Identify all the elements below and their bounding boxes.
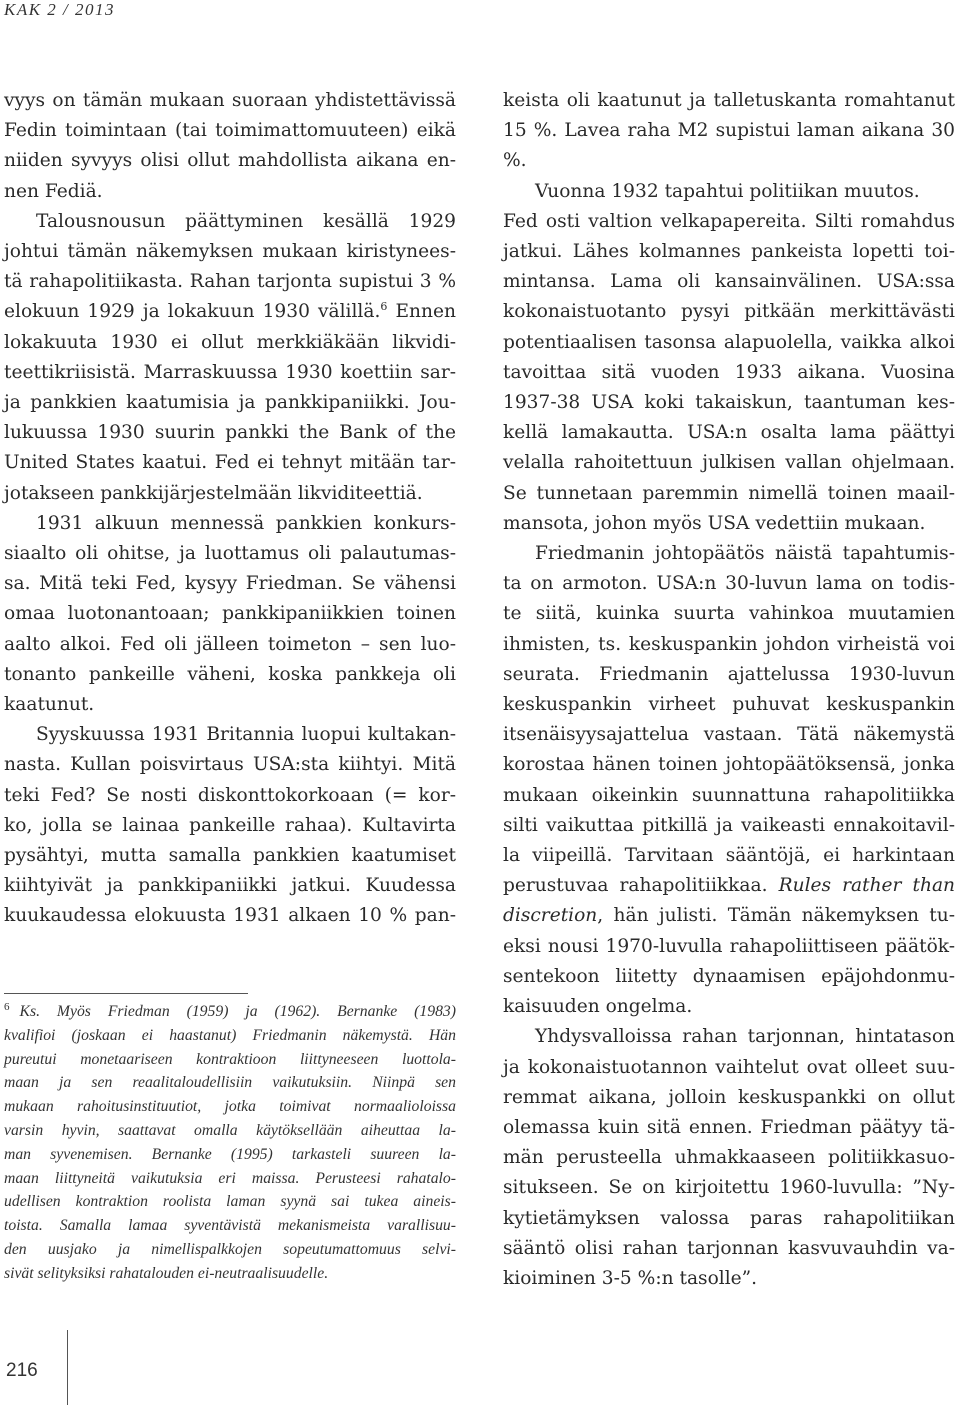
- text-line: Vuonna 1932 tapahtui politiikan muutos.: [535, 180, 920, 202]
- text-segment: Ennen: [387, 301, 456, 323]
- footnote-number: 6: [4, 1000, 10, 1013]
- text-line: Yhdysvalloissa rahan tarjonnan, hintatason: [535, 1026, 955, 1048]
- text-line: jatkui. Lähes kolmannes pankeista lopetti toi-: [503, 241, 955, 263]
- text-line: situkseen. Se on kirjoitettu 1960-luvulla: ”Ny-: [503, 1177, 955, 1199]
- footnote-line: man syvenemisen. Bernanke (1995) tarkasteli suureen la-: [4, 1145, 456, 1163]
- text-line: teki Fed? Se nosti diskonttokorkoaan (= kor-: [4, 784, 456, 806]
- text-line: omaa luotonantoaan; pankkipaniikkien toinen: [4, 603, 456, 625]
- footnote-line: kvalifioi (joskaan ei haastanut) Friedmanin näkemystä. Hän: [4, 1026, 456, 1044]
- footnote-line: pureutui monetaariseen kontraktioon liittyneeseen luottola-: [4, 1050, 456, 1068]
- text-line: tonanto pankeille väheni, koska pankkeja oli: [4, 663, 456, 685]
- footnote-line: udellisen kontraktion roolista laman syynä sai tukea aineis-: [4, 1193, 456, 1211]
- text-line: vyys on tämän mukaan suoraan yhdistettävissä: [4, 90, 456, 111]
- text-line: lukuussa 1930 suurin pankki the Bank of the: [4, 422, 456, 444]
- page-number: 216: [6, 1360, 38, 1381]
- text-line: velalla rahoitettuun julkisen vallan ohjelmaan.: [503, 452, 955, 474]
- text-segment: perustuvaa rahapolitiikkaa.: [503, 875, 768, 897]
- italic-phrase: discretion: [503, 905, 598, 927]
- footnote-line: toista. Samalla lamaa syventävistä mekanismeista varallisuu-: [4, 1217, 456, 1235]
- text-segment: , hän julisti. Tämän näkemyksen tu-: [597, 905, 955, 927]
- paragraph-7: [503, 539, 955, 1022]
- text-line: aalto alkoi. Fed oli jälleen toimeton – sen luo-: [4, 633, 456, 655]
- text-line: Talousnousun päättyminen kesällä 1929: [36, 210, 456, 232]
- italic-phrase: Rules rather than: [778, 875, 956, 897]
- text-line: tavoittaa sitä vuoden 1933 aikana. Vuosina: [503, 361, 955, 383]
- text-line: remmat aikana, jolloin keskuspankki on ollut: [503, 1086, 955, 1108]
- text-line: tä rahapolitiikasta. Rahan tarjonta supistui 3 %: [4, 271, 456, 293]
- text-line: 1937-38 USA koki takaiskun, taantuman kes-: [503, 392, 955, 414]
- paragraph-1: [4, 86, 456, 207]
- footnote-line: sivät selityksiksi rahatalouden ei-neutraalisuudelle.: [4, 1264, 329, 1282]
- text-line: korostaa hänen toinen johtopäätöksensä, jonka: [503, 754, 955, 776]
- text-line: jotakseen pankkijärjestelmään likviditeettiä.: [4, 482, 423, 504]
- text-line: johtui tämän näkemyksen mukaan kiristynees-: [4, 241, 456, 263]
- text-line: kokonaistuotanto pysyi pitkään merkittävästi: [503, 301, 955, 323]
- text-line: la viipeillä. Tarvitaan sääntöjä, ei harkintaan: [503, 845, 955, 867]
- text-line: sentekoon liitetty dynaamisen epäjohdonmu-: [503, 965, 955, 987]
- left-text-column: [4, 86, 456, 932]
- text-line: lokakuuta 1930 ei ollut merkkiäkään likvidi-: [4, 331, 456, 353]
- text-line: nen Fediä.: [4, 180, 103, 202]
- paragraph-2: [4, 207, 456, 509]
- text-line: Friedmanin johtopäätös näistä tapahtumis-: [535, 543, 955, 565]
- text-line: mintansa. Lama oli kansainvälinen. USA:ssa: [503, 271, 955, 293]
- text-line: pysähtyi, mutta samalla pankkien kaatumiset: [4, 845, 456, 867]
- text-segment: elokuun 1929 ja lokakuun 1930 välillä.: [4, 301, 381, 323]
- text-line: kellä lamakautta. USA:n osalta lama päättyi: [503, 422, 955, 444]
- text-line: ja pankkien kaatumisia ja pankkipaniikki. Jou-: [4, 392, 456, 414]
- running-header: KAK 2 / 2013: [4, 0, 116, 19]
- footnote-line: varsin hyvin, saattavat omalla käytöksellään aiheuttaa la-: [4, 1121, 456, 1139]
- paragraph-6: [503, 177, 955, 539]
- footnote-line: [4, 1000, 456, 1024]
- text-line: [503, 871, 955, 901]
- text-line: nasta. Kullan poisvirtaus USA:sta kiihtyi. Mitä: [4, 754, 456, 776]
- text-line: ta on armoton. USA:n 30-luvun lama on todis-: [503, 573, 955, 595]
- text-line: Fed osti valtion velkapapereita. Silti romahdus: [503, 210, 955, 232]
- text-line: [4, 297, 456, 327]
- text-line: män perusteella uhmakkaaseen politiikkasuo-: [503, 1147, 955, 1169]
- footnote-6: [4, 1000, 456, 1286]
- text-line: kioiminen 3-5 %:n tasolle”.: [503, 1267, 758, 1289]
- text-line: olemassa kuin sitä ennen. Friedman päätyy tä-: [503, 1116, 955, 1138]
- text-line: Se tunnetaan paremmin nimellä toinen maail-: [503, 482, 955, 504]
- text-line: keista oli kaatunut ja talletuskanta romahtanut: [503, 90, 955, 111]
- text-line: siaalto oli ohitse, ja luottamus oli palautumas-: [4, 543, 456, 565]
- page-number-divider: [67, 1330, 68, 1405]
- text-line: seurata. Friedmanin ajattelussa 1930-luvun: [503, 663, 955, 685]
- text-line: kuukaudessa elokuusta 1931 alkaen 10 % pan-: [4, 905, 456, 927]
- footnote-line: maan ja sen reaalitaloudellisiin vaikutuksiin. Niinpä sen: [4, 1074, 456, 1092]
- text-line: ja kokonaistuotannon vaihtelut ovat olleet suu-: [503, 1056, 955, 1078]
- footnote-divider: [4, 993, 248, 994]
- text-line: kaatunut.: [4, 694, 95, 716]
- paragraph-4: [4, 720, 456, 931]
- footnote-line: den uusjako ja nimellispalkkojen sopeutumattomuus selvi-: [4, 1240, 456, 1258]
- text-line: kaisuuden ongelma.: [503, 996, 693, 1018]
- footnote-line: maan liittyneitä vaikutuksia eri maissa. Perusteesi rahatalo-: [4, 1169, 456, 1187]
- text-line: %.: [503, 150, 527, 172]
- footnote-line: mukaan rahoitusinstituutiot, jotka toimivat normaalioloissa: [4, 1098, 456, 1116]
- text-line: Fedin toimintaan (tai toimimattomuuteen) eikä: [4, 120, 456, 142]
- text-line: eksi nousi 1970-luvulla rahapoliittiseen päätök-: [503, 935, 955, 957]
- text-line: [503, 901, 955, 931]
- text-line: sääntö olisi rahan tarjonnan kasvuvauhdin va-: [503, 1237, 955, 1259]
- text-line: te siitä, kuinka suurta vahinkoa muutamien: [503, 603, 955, 625]
- text-line: mukaan oikeinkin suunnattuna rahapolitiikka: [503, 784, 955, 806]
- paragraph-8: [503, 1022, 955, 1294]
- text-line: ko, jolla se lainaa pankeille rahaa). Kultavirta: [4, 814, 456, 836]
- text-line: silti vaikuttaa pitkillä ja vaikeasti ennakoitavil-: [503, 814, 955, 836]
- text-line: potentiaalisen tasonsa alapuolella, vaikka alkoi: [503, 331, 955, 353]
- text-line: Syyskuussa 1931 Britannia luopui kultakan-: [36, 724, 456, 746]
- text-line: ihmisten, ts. keskuspankin johdon virheistä voi: [503, 633, 955, 655]
- paragraph-5: [503, 86, 955, 177]
- text-line: itsenäisyysajattelua vastaan. Tätä näkemystä: [503, 724, 955, 746]
- text-line: 1931 alkuun mennessä pankkien konkurs-: [36, 512, 456, 534]
- text-line: niiden syvyys olisi ollut mahdollista aikana en-: [4, 150, 456, 172]
- paragraph-3: [4, 509, 456, 720]
- text-line: sa. Mitä teki Fed, kysyy Friedman. Se vähensi: [4, 573, 456, 595]
- text-line: kytietämyksen valossa paras rahapolitiikan: [503, 1207, 955, 1229]
- text-line: mansota, johon myös USA vedettiin mukaan.: [503, 512, 926, 534]
- text-line: teettikriisistä. Marraskuussa 1930 koettiin sar-: [4, 361, 456, 383]
- footnote-reference[interactable]: 6: [380, 300, 388, 314]
- right-text-column: [503, 86, 955, 1294]
- text-segment: Ks. Myös Friedman (1959) ja (1962). Bernanke (1983): [19, 1003, 456, 1020]
- text-line: kiihtyivät ja pankkipaniikki jatkui. Kuudessa: [4, 875, 456, 897]
- text-line: United States kaatui. Fed ei tehnyt mitään tar-: [4, 452, 456, 474]
- text-line: 15 %. Lavea raha M2 supistui laman aikana 30: [503, 120, 955, 142]
- text-line: keskuspankin virheet puhuvat keskuspankin: [503, 694, 955, 716]
